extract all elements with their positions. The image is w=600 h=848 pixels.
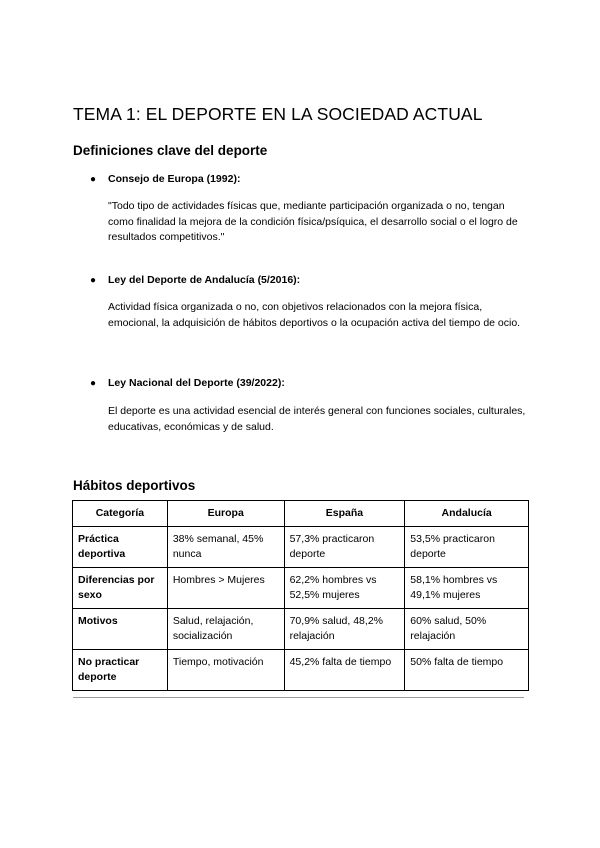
definition-source-1 bbox=[90, 173, 240, 185]
column-header: Andalucía bbox=[405, 501, 529, 527]
table-cell: 53,5% practicaron deporte bbox=[405, 527, 529, 568]
table-cell: 38% semanal, 45% nunca bbox=[167, 527, 284, 568]
table-cell-category: Diferencias por sexo bbox=[73, 568, 168, 609]
table-cell: 45,2% falta de tiempo bbox=[284, 650, 405, 691]
table-row bbox=[73, 650, 529, 691]
bullet-icon: ● bbox=[90, 378, 97, 389]
colon: : bbox=[236, 173, 241, 185]
table-cell: Hombres > Mujeres bbox=[167, 568, 284, 609]
definition-source-2 bbox=[90, 274, 300, 286]
table-cell: 57,3% practicaron deporte bbox=[284, 527, 405, 568]
definition-text-1: "Todo tipo de actividades físicas que, mediante participación organizada o no, tengan como finalidad la mejora de la condición física/psíquica, el desarrollo social o el logro de resultados competitivos." bbox=[108, 200, 518, 243]
page-title: TEMA 1: EL DEPORTE EN LA SOCIEDAD ACTUAL bbox=[73, 104, 483, 124]
table-cell: 62,2% hombres vs 52,5% mujeres bbox=[284, 568, 405, 609]
table-cell-category: Motivos bbox=[73, 609, 168, 650]
table-cell: 58,1% hombres vs 49,1% mujeres bbox=[405, 568, 529, 609]
colon: : bbox=[281, 377, 285, 389]
definition-source-label: Ley Nacional del Deporte (39/2022) bbox=[108, 377, 282, 389]
table-cell-category: Práctica deportiva bbox=[73, 527, 168, 568]
table-header-row bbox=[73, 501, 529, 527]
definition-source-label: Consejo de Europa (1992) bbox=[108, 173, 237, 185]
horizontal-divider bbox=[73, 697, 524, 698]
definition-text-3: El deporte es una actividad esencial de interés general con funciones sociales, culturales, educativas, económicas y de salud. bbox=[108, 405, 526, 433]
table-row bbox=[73, 527, 529, 568]
column-header: Europa bbox=[167, 501, 284, 527]
table-row bbox=[73, 609, 529, 650]
table-cell: 70,9% salud, 48,2% relajación bbox=[284, 609, 405, 650]
table-cell: Tiempo, motivación bbox=[167, 650, 284, 691]
definitions-heading: Definiciones clave del deporte bbox=[73, 143, 268, 158]
table-cell-category: No practicar deporte bbox=[73, 650, 168, 691]
column-header: España bbox=[284, 501, 405, 527]
table-row bbox=[73, 568, 529, 609]
definition-source-3 bbox=[90, 377, 285, 389]
bullet-icon: ● bbox=[90, 174, 97, 185]
habits-table bbox=[72, 500, 529, 691]
colon: : bbox=[296, 274, 301, 286]
table-cell: 50% falta de tiempo bbox=[405, 650, 529, 691]
column-header: Categoría bbox=[73, 501, 168, 527]
habits-heading: Hábitos deportivos bbox=[73, 478, 196, 493]
bullet-icon: ● bbox=[90, 275, 97, 286]
definition-text-2: Actividad física organizada o no, con objetivos relacionados con la mejora física, emocional, la adquisición de hábitos deportivos o la ocupación activa del tiempo de ocio. bbox=[108, 301, 521, 329]
definition-source-label: Ley del Deporte de Andalucía (5/2016) bbox=[108, 274, 297, 286]
table-cell: Salud, relajación, socialización bbox=[167, 609, 284, 650]
table-cell: 60% salud, 50% relajación bbox=[405, 609, 529, 650]
